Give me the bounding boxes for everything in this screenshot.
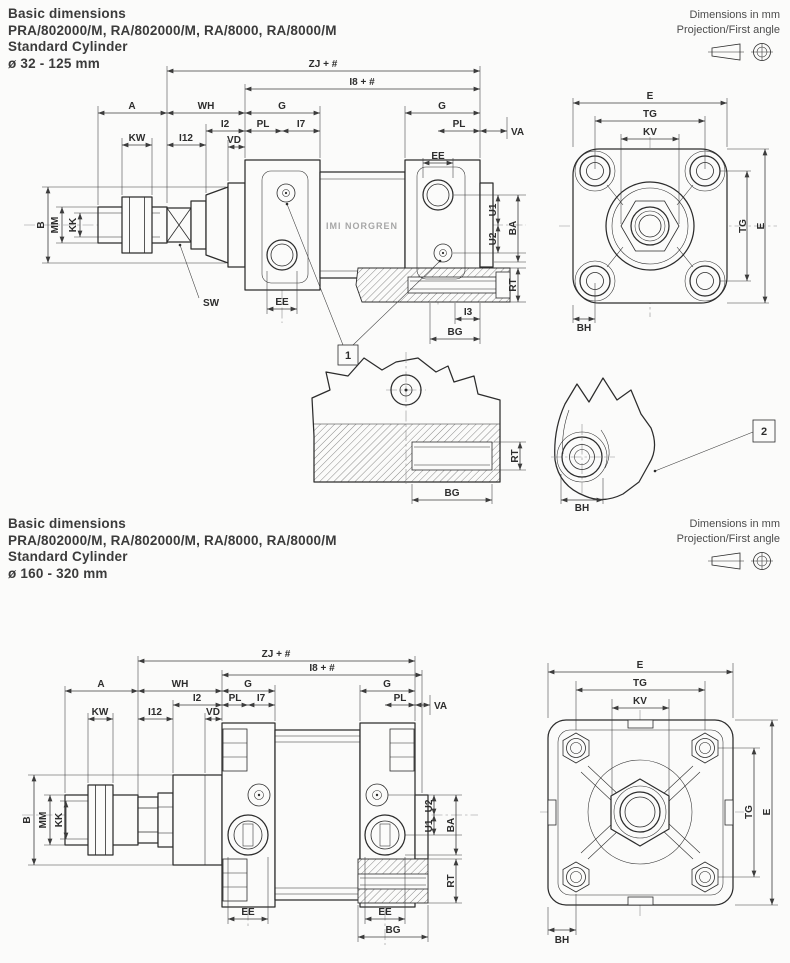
dim-label-i8: I8 + # (309, 663, 335, 674)
detail-view-cushion (278, 332, 538, 517)
dim-label-i8: I8 + # (349, 77, 375, 88)
bearing-neck (173, 775, 222, 865)
dim-label-b: B (22, 816, 33, 824)
dim-label-bg: BG (447, 327, 463, 338)
dim-pl-rear (438, 119, 480, 131)
dim-label-zj: ZJ + # (261, 649, 291, 660)
dim-label-kv: KV (633, 696, 647, 707)
detail-view-corner (545, 362, 790, 512)
tie-rod-nut-stack (390, 729, 414, 771)
end-view-32-125 (535, 85, 785, 335)
wrench-flats (138, 797, 158, 843)
tie-rod-section (356, 268, 510, 302)
dim-label-wh: WH (171, 679, 189, 690)
dim-label-ee: EE (378, 907, 392, 918)
dim-label-kw: KW (91, 707, 109, 718)
dim-label-ba: BA (446, 817, 457, 833)
dim-label-i3: I3 (463, 307, 473, 318)
dim-label-kk: KK (68, 217, 79, 233)
dim-label-bg: BG (385, 925, 401, 936)
dim-i12 (138, 707, 173, 719)
dim-rt (508, 268, 526, 302)
tie-rod-nut-stack (223, 859, 247, 901)
dim-g-rear (360, 679, 415, 721)
dim-i2 (206, 119, 245, 193)
side-view-160-320 (10, 645, 510, 963)
wrench-flats (167, 208, 191, 242)
broken-out-section (312, 352, 500, 484)
dim-i2 (173, 693, 222, 773)
first-angle-projection-icon (706, 550, 780, 573)
end-cap-face (540, 710, 744, 918)
dim-label-vd: VD (206, 707, 220, 718)
dim-label-e: E (646, 91, 654, 102)
balloon-2-label: 2 (760, 426, 768, 438)
rod-nut (88, 785, 113, 855)
dim-label-g: G (383, 679, 391, 690)
dim-label-tg: TG (633, 678, 647, 689)
dim-va (480, 117, 524, 139)
dim-vd (227, 135, 245, 181)
dim-label-rt: RT (446, 874, 457, 888)
dim-label-b: B (36, 221, 47, 229)
dim-i7 (282, 119, 320, 131)
dim-label-e: E (636, 660, 644, 671)
dim-g-rear (405, 101, 480, 158)
tie-rod-section (358, 859, 428, 903)
dim-label-rt: RT (508, 278, 519, 292)
dim-label-tg: TG (643, 109, 657, 120)
dim-label-mm: MM (38, 811, 49, 829)
units-note-1 (677, 8, 780, 64)
dim-rt (428, 859, 462, 903)
dim-label-tg: TG (738, 219, 749, 233)
units-line: Dimensions in mm (689, 9, 780, 21)
dim-label-i12: I12 (179, 133, 193, 144)
rod-nut (122, 197, 152, 253)
dim-bg (412, 484, 492, 504)
dim-label-bg: BG (444, 488, 460, 499)
dim-label-kw: KW (128, 133, 146, 144)
dim-label-ee: EE (431, 151, 445, 162)
dim-a (98, 101, 167, 205)
cylinder-barrel (275, 730, 360, 900)
dim-label-i2: I2 (220, 119, 230, 130)
side-view-32-125 (10, 55, 535, 370)
dim-pl-front (222, 693, 248, 705)
end-view-160-320 (528, 650, 788, 963)
dim-label-bh: BH (576, 323, 592, 334)
dim-label-ee: EE (275, 297, 289, 308)
dim-wh (167, 101, 245, 113)
section-subtitle: Standard Cylinder (8, 39, 128, 54)
dim-label-pl: PL (228, 693, 242, 704)
dim-label-u2: U2 (488, 232, 499, 246)
section-title: Basic dimensions (8, 516, 126, 531)
dim-label-e: E (756, 222, 767, 230)
dim-i12 (167, 133, 206, 145)
dim-wh (138, 679, 222, 691)
section-bore: ø 32 - 125 mm (8, 55, 100, 71)
dim-kw (88, 707, 113, 783)
dim-label-bh: BH (554, 935, 570, 946)
dim-label-i7: I7 (256, 693, 266, 704)
dim-bg (358, 905, 428, 942)
dim-label-g: G (438, 101, 446, 112)
units-line: Dimensions in mm (689, 518, 780, 530)
section-subtitle: Standard Cylinder (8, 549, 128, 564)
bearing-neck (206, 187, 228, 263)
dim-label-ee: EE (241, 907, 255, 918)
balloon-2 (654, 420, 775, 472)
projection-line: Projection/First angle (676, 24, 780, 36)
dim-label-bh: BH (574, 503, 590, 512)
dim-label-zj: ZJ + # (308, 59, 338, 70)
section-title: Basic dimensions (8, 6, 126, 21)
section-header-2 (8, 516, 337, 582)
dim-label-vd: VD (227, 135, 241, 146)
dim-label-a: A (97, 679, 105, 690)
projection-line: Projection/First angle (676, 533, 780, 545)
units-note-2 (677, 517, 780, 573)
dim-label-wh: WH (197, 101, 215, 112)
balloon-1-label: 1 (344, 350, 352, 362)
dim-i7 (248, 693, 275, 705)
dim-label-va: VA (434, 701, 448, 712)
dim-label-u1: U1 (488, 203, 499, 217)
dim-label-u1: U1 (424, 819, 435, 833)
dim-label-i7: I7 (296, 119, 306, 130)
dim-label-rt: RT (510, 449, 521, 463)
dim-i8 (245, 77, 480, 158)
dim-label-sw: SW (203, 298, 220, 309)
dim-label-e: E (762, 808, 773, 816)
dim-vd (205, 707, 222, 773)
dim-label-kv: KV (643, 127, 657, 138)
dim-label-ba: BA (508, 220, 519, 236)
section-models: PRA/802000/M, RA/802000/M, RA/8000, RA/8000/M (8, 22, 337, 38)
dim-label-pl: PL (256, 119, 270, 130)
first-angle-projection-icon (706, 41, 780, 64)
dim-label-i12: I12 (148, 707, 162, 718)
dim-label-g: G (244, 679, 252, 690)
tie-rod-nut-stack (223, 729, 247, 771)
dim-a (65, 679, 138, 793)
dim-label-va: VA (511, 127, 525, 138)
dim-label-a: A (128, 101, 136, 112)
section-bore: ø 160 - 320 mm (8, 565, 108, 581)
dim-pl-rear (385, 693, 415, 705)
dim-kw (122, 133, 152, 195)
dim-pl-front (245, 119, 282, 131)
dim-label-tg: TG (744, 805, 755, 819)
dim-label-kk: KK (54, 812, 65, 828)
dim-label-u2: U2 (424, 799, 435, 813)
dim-label-g: G (278, 101, 286, 112)
dim-label-i2: I2 (192, 693, 202, 704)
section-models: PRA/802000/M, RA/802000/M, RA/8000, RA/8000/M (8, 532, 337, 548)
dim-label-pl: PL (452, 119, 466, 130)
dim-va (415, 695, 447, 715)
brand-label: IMI NORGREN (325, 221, 399, 231)
dim-label-pl: PL (393, 693, 407, 704)
dim-label-mm: MM (50, 216, 61, 234)
dim-i3 (455, 303, 480, 324)
